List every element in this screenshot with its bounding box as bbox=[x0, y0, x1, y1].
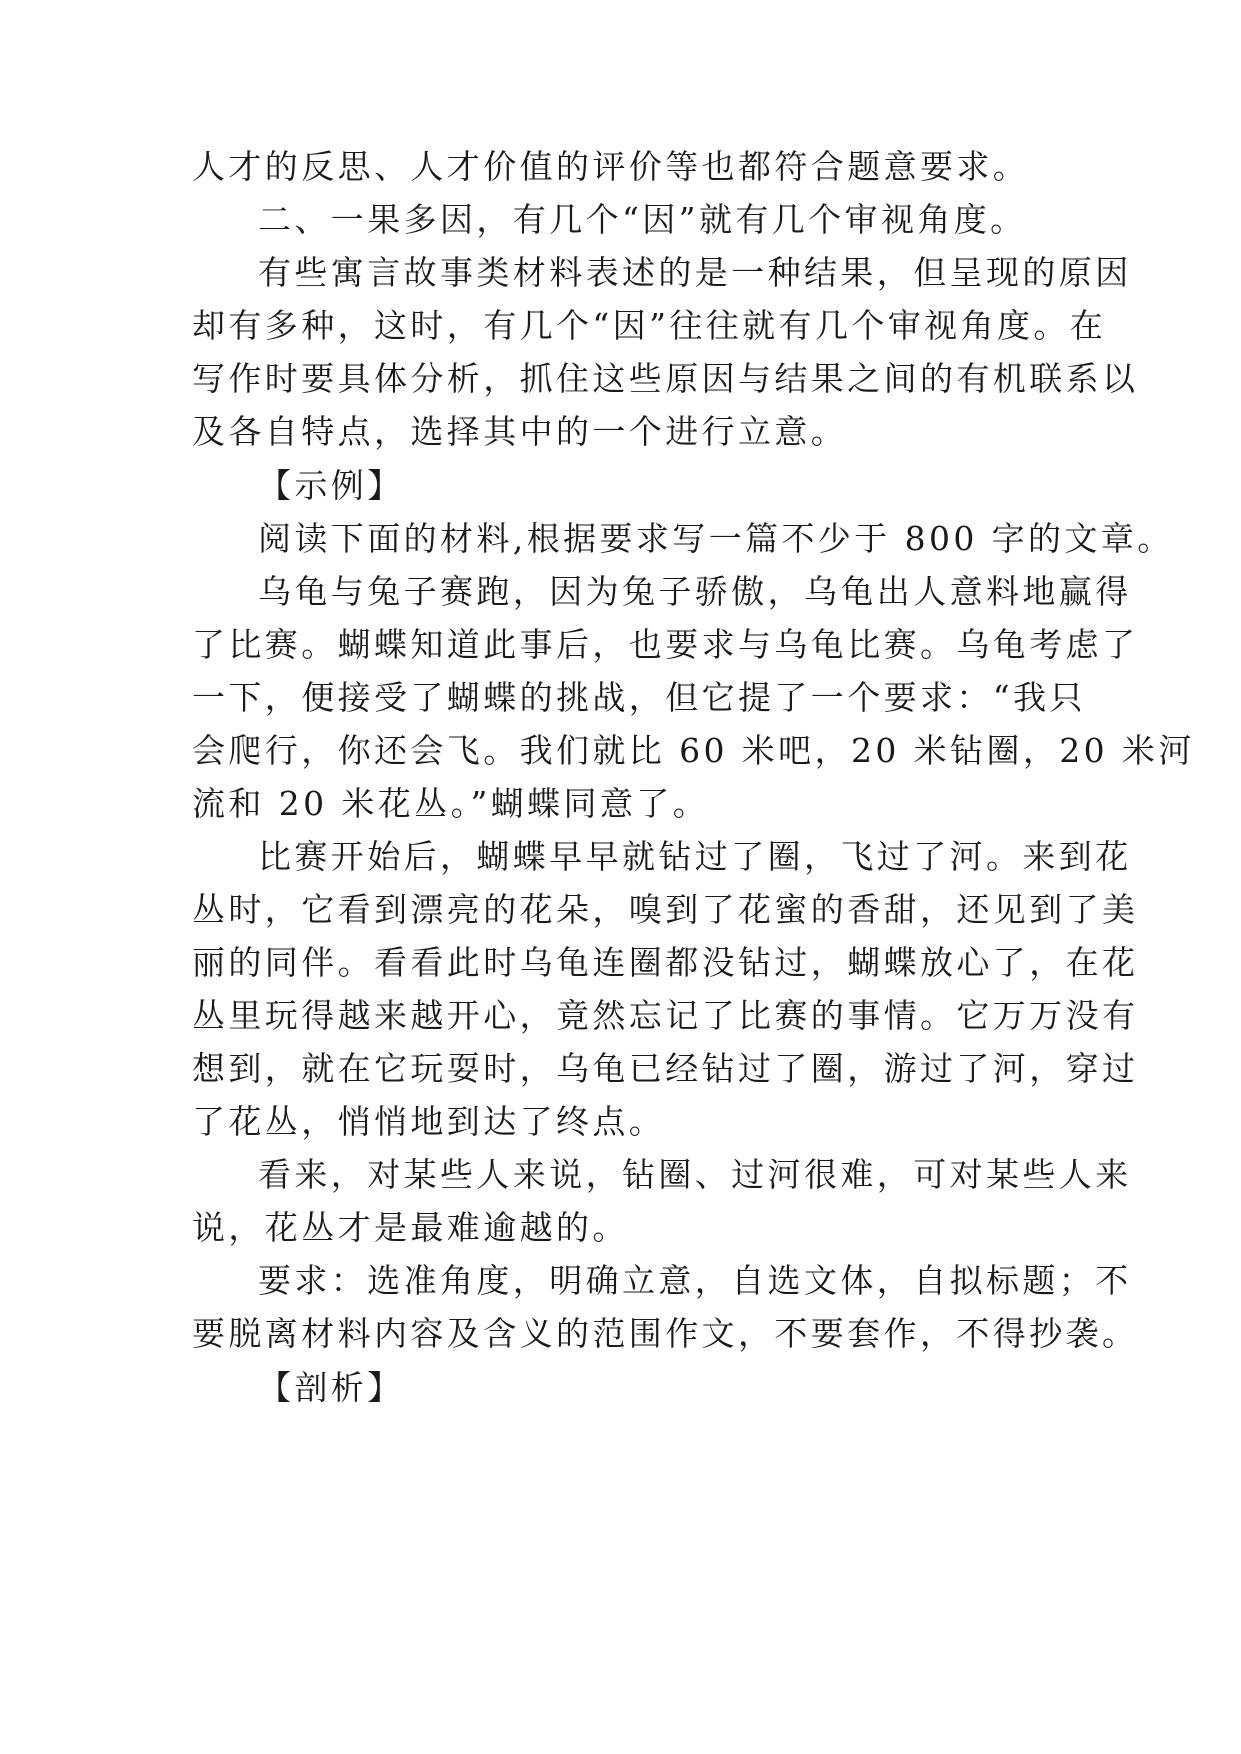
section-heading: 二、一果多因，有几个“因”就有几个审视角度。 bbox=[258, 200, 1027, 239]
text-line: 要求：选准角度，明确立意，自选文体，自拟标题；不 bbox=[258, 1261, 1132, 1300]
text-line: 要脱离材料内容及含义的范围作文，不要套作，不得抄袭。 bbox=[192, 1314, 1139, 1353]
analysis-heading: 【剖析】 bbox=[258, 1368, 404, 1407]
text-line: 乌龟与兔子赛跑，因为兔子骄傲，乌龟出人意料地赢得 bbox=[258, 572, 1132, 611]
text-line: 流和 20 米花丛。”蝴蝶同意了。 bbox=[192, 784, 710, 823]
text-line: 了比赛。蝴蝶知道此事后，也要求与乌龟比赛。乌龟考虑了 bbox=[192, 625, 1139, 664]
text-line: 看来，对某些人来说，钻圈、过河很难，可对某些人来 bbox=[258, 1155, 1132, 1194]
text-line: 阅读下面的材料,根据要求写一篇不少于 800 字的文章。 bbox=[258, 519, 1174, 558]
text-line: 说，花丛才是最难逾越的。 bbox=[192, 1208, 629, 1247]
text-line: 比赛开始后，蝴蝶早早就钻过了圈，飞过了河。来到花 bbox=[258, 837, 1132, 876]
text-line: 丽的同伴。看看此时乌龟连圈都没钻过，蝴蝶放心了，在花 bbox=[192, 943, 1139, 982]
text-line: 丛里玩得越来越开心，竟然忘记了比赛的事情。它万万没有 bbox=[192, 996, 1139, 1035]
text-line: 丛时，它看到漂亮的花朵，嗅到了花蜜的香甜，还见到了美 bbox=[192, 890, 1139, 929]
text-line: 了花丛，悄悄地到达了终点。 bbox=[192, 1102, 666, 1141]
text-line: 想到，就在它玩耍时，乌龟已经钻过了圈，游过了河，穿过 bbox=[192, 1049, 1139, 1088]
text-line: 却有多种，这时，有几个“因”往往就有几个审视角度。在 bbox=[192, 306, 1107, 345]
text-line: 及各自特点，选择其中的一个进行立意。 bbox=[192, 412, 848, 451]
text-line: 一下，便接受了蝴蝶的挑战，但它提了一个要求：“我只 bbox=[192, 678, 1086, 717]
text-line: 会爬行，你还会飞。我们就比 60 米吧，20 米钻圈，20 米河 bbox=[192, 731, 1195, 770]
text-line: 有些寓言故事类材料表述的是一种结果，但呈现的原因 bbox=[258, 253, 1132, 292]
text-line: 写作时要具体分析，抓住这些原因与结果之间的有机联系以 bbox=[192, 359, 1139, 398]
example-heading: 【示例】 bbox=[258, 466, 404, 505]
text-line: 人才的反思、人才价值的评价等也都符合题意要求。 bbox=[192, 147, 1030, 186]
